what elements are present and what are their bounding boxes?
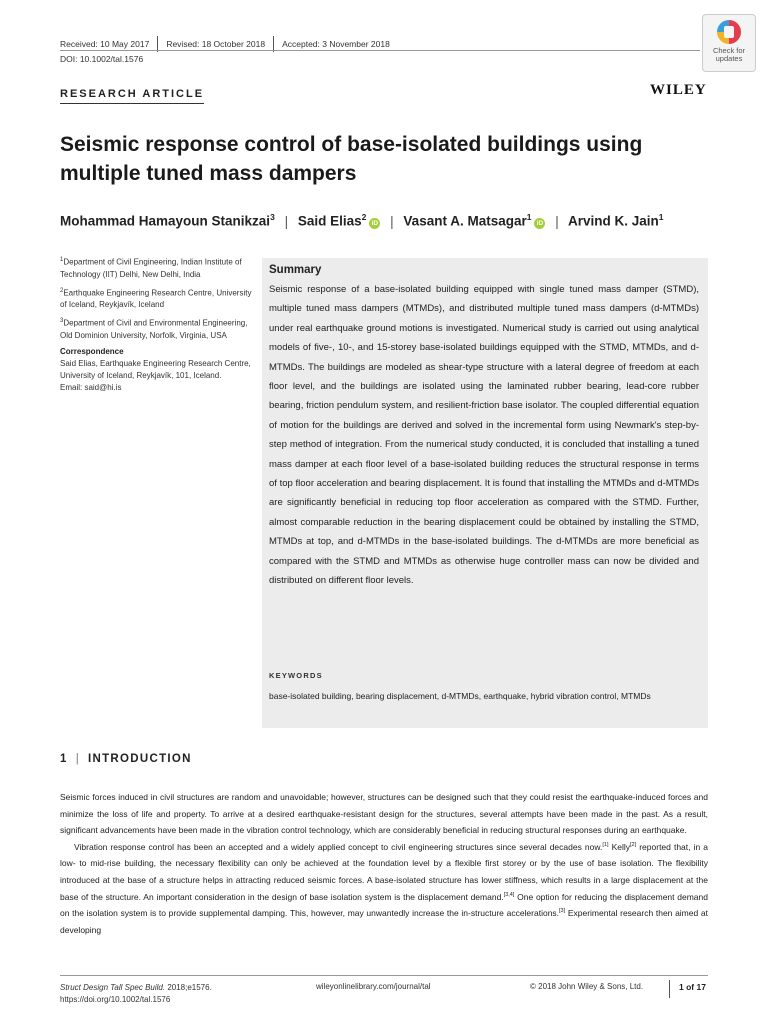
journal-name: Struct Design Tall Spec Build. xyxy=(60,983,166,992)
author-name[interactable]: Mohammad Hamayoun Stanikzai xyxy=(60,213,271,229)
affiliations xyxy=(60,254,252,394)
correspondence-text: Said Elias, Earthquake Engineering Research Centre, University of Iceland, Reykjavík, 101, Iceland. xyxy=(60,358,251,380)
affiliation: $^3$Department of Civil and Environmental Engineering, Old Dominion University, Norfolk, Virginia, USA xyxy=(60,318,248,340)
doi[interactable]: DOI: 10.1002/tal.1576 xyxy=(60,54,144,64)
author-affil-sup: 1 xyxy=(526,212,532,222)
copyright: © 2018 John Wiley & Sons, Ltd. xyxy=(530,982,644,991)
citation-link[interactable]: [3] xyxy=(559,908,566,915)
paragraph: Seismic forces induced in civil structures are random and unavoidable; however, structures can be designed such that they could resist the earthquake-induced forces and minimize the loss of life and property. To arrive at a desired earthquake-resistant design for the structures, several attempts have been made in the past. As a result, significant advancements have been made in the vibration control technology, which are considerably beneficial in reducing structural responses during an earthquake. xyxy=(60,792,708,836)
author-name[interactable]: Said Elias xyxy=(297,213,362,229)
author-separator: | xyxy=(555,213,559,229)
article-type: RESEARCH ARTICLE xyxy=(60,88,205,100)
author-name[interactable]: Vasant A. Matsagar xyxy=(403,213,527,229)
article-type-underline xyxy=(60,103,204,104)
correspondence-heading: Correspondence xyxy=(60,346,124,356)
citation-link[interactable]: [1] xyxy=(602,841,609,848)
crossmark-icon xyxy=(717,20,741,44)
summary-text: Seismic response of a base-isolated building equipped with single tuned mass damper (STMD), multiple tuned mass dampers (MTMDs), and distributed multiple tuned mass dampers (d-MTMDs) under real earthquake ground motions is investigated. Numerical study is carried out using analytical models of five-, 10-, and 15-storey base-isolated buildings equipped with the STMD, MTMDs, and d-MTMDs. The buildings are modeled as shear-type structure with a lateral degree of freedom at each floor level, and the buildings are isolated using the laminated rubber bearing, lead-core rubber bearing, friction pendulum system, and resilient-friction base isolator. The coupled differential equation of motion for the buildings are derived and solved in the incremental form using Newmark's step-by-step method of integration. From the numerical study conducted, it is concluded that installing a tuned mass damper at each floor level of a base-isolated building reduces the structural response in terms of top floor acceleration and bearing displacement. It is found that installing the MTMDs and d-MTMDs are significantly beneficial in reducing top floor acceleration as compared with the STMD. Further, almost comparable reduction in the bearing displacement could be obtained by installing the STMD, MTMDs at top, and d-MTMDs in the base-isolated buildings. The d-MTMDs are more beneficial as compared with the STMD and MTMDs as otherwise huge controller mass can now be divided and distributed on different floor levels. xyxy=(269,284,699,587)
citation-link[interactable]: [2] xyxy=(630,841,637,848)
orcid-icon[interactable]: iD xyxy=(534,218,545,229)
publisher-logo: WILEY xyxy=(650,82,707,98)
section-title: INTRODUCTION xyxy=(88,753,192,765)
keywords-heading: KEYWORDS xyxy=(269,671,323,680)
section-heading-introduction xyxy=(60,753,192,765)
author-name[interactable]: Arvind K. Jain xyxy=(568,213,659,229)
correspondence-email[interactable]: Email: said@hi.is xyxy=(60,382,122,392)
check-updates-label: Check for xyxy=(712,46,746,55)
revised-date: Revised: 18 October 2018 xyxy=(166,39,266,49)
received-date: Received: 10 May 2017 xyxy=(60,39,150,49)
orcid-icon[interactable]: iD xyxy=(369,218,380,229)
journal-website-link[interactable]: wileyonlinelibrary.com/journal/tal xyxy=(316,982,431,991)
keywords-text: base-isolated building, bearing displacement, d-MTMDs, earthquake, hybrid vibration control, MTMDs xyxy=(269,691,651,701)
footer-divider xyxy=(669,980,670,998)
affiliation: $^2$Earthquake Engineering Research Centre, University of Iceland, Reykjavík, Iceland xyxy=(60,287,252,310)
footer-citation xyxy=(60,982,212,1006)
author-affil-sup: 3 xyxy=(270,212,275,222)
author-affil-sup: 2 xyxy=(361,212,367,222)
author-separator: | xyxy=(390,213,394,229)
page-number: 1 of 17 xyxy=(679,982,706,992)
header-rule xyxy=(60,50,700,51)
introduction-body xyxy=(60,789,708,938)
check-updates-label-2: updates xyxy=(715,54,743,63)
footer-rule xyxy=(60,975,708,976)
section-number: 1 xyxy=(60,753,68,765)
paper-title: Seismic response control of base-isolated buildings using multiple tuned mass dampers xyxy=(60,133,643,185)
author-list xyxy=(60,212,720,229)
footer-doi-link[interactable]: https://doi.org/10.1002/tal.1576 xyxy=(60,995,171,1004)
paragraph: Vibration response control has been an accepted and a widely applied concept to civil engineering structures since several decades now.[1] Kelly[2] reported that, in a low- to mid-rise building, the necessary flexibility can only be achieved at the foundation level by a flexible first storey or by the use of base isolation. The flexibility introduced at the base of a structure helps in attracting reduced seismic forces. A base-isolated structure has lower stiffness, which results in a large displacement at the base of the structure. An important consideration in the design of base isolation system is the displacement demand.[3,4] One option for reducing the displacement demand on the isolation system is to provide supplemental damping. This, however, may unwantedly increase the in-structure accelerations.[3] Experimental research then aimed at developing xyxy=(60,841,708,935)
affiliation: $^1$Department of Civil Engineering, Indian Institute of Technology (IIT) Delhi, New Delhi, India xyxy=(60,257,242,279)
author-affil-sup: 1 xyxy=(658,212,664,222)
author-separator: | xyxy=(284,213,289,229)
accepted-date: Accepted: 3 November 2018 xyxy=(282,39,390,49)
check-for-updates-button[interactable] xyxy=(702,14,756,72)
summary-heading: Summary xyxy=(269,264,322,276)
heading-separator: | xyxy=(75,753,80,765)
citation-info: 2018;e1576. xyxy=(165,983,212,992)
citation-link[interactable]: [3,4] xyxy=(503,891,515,898)
